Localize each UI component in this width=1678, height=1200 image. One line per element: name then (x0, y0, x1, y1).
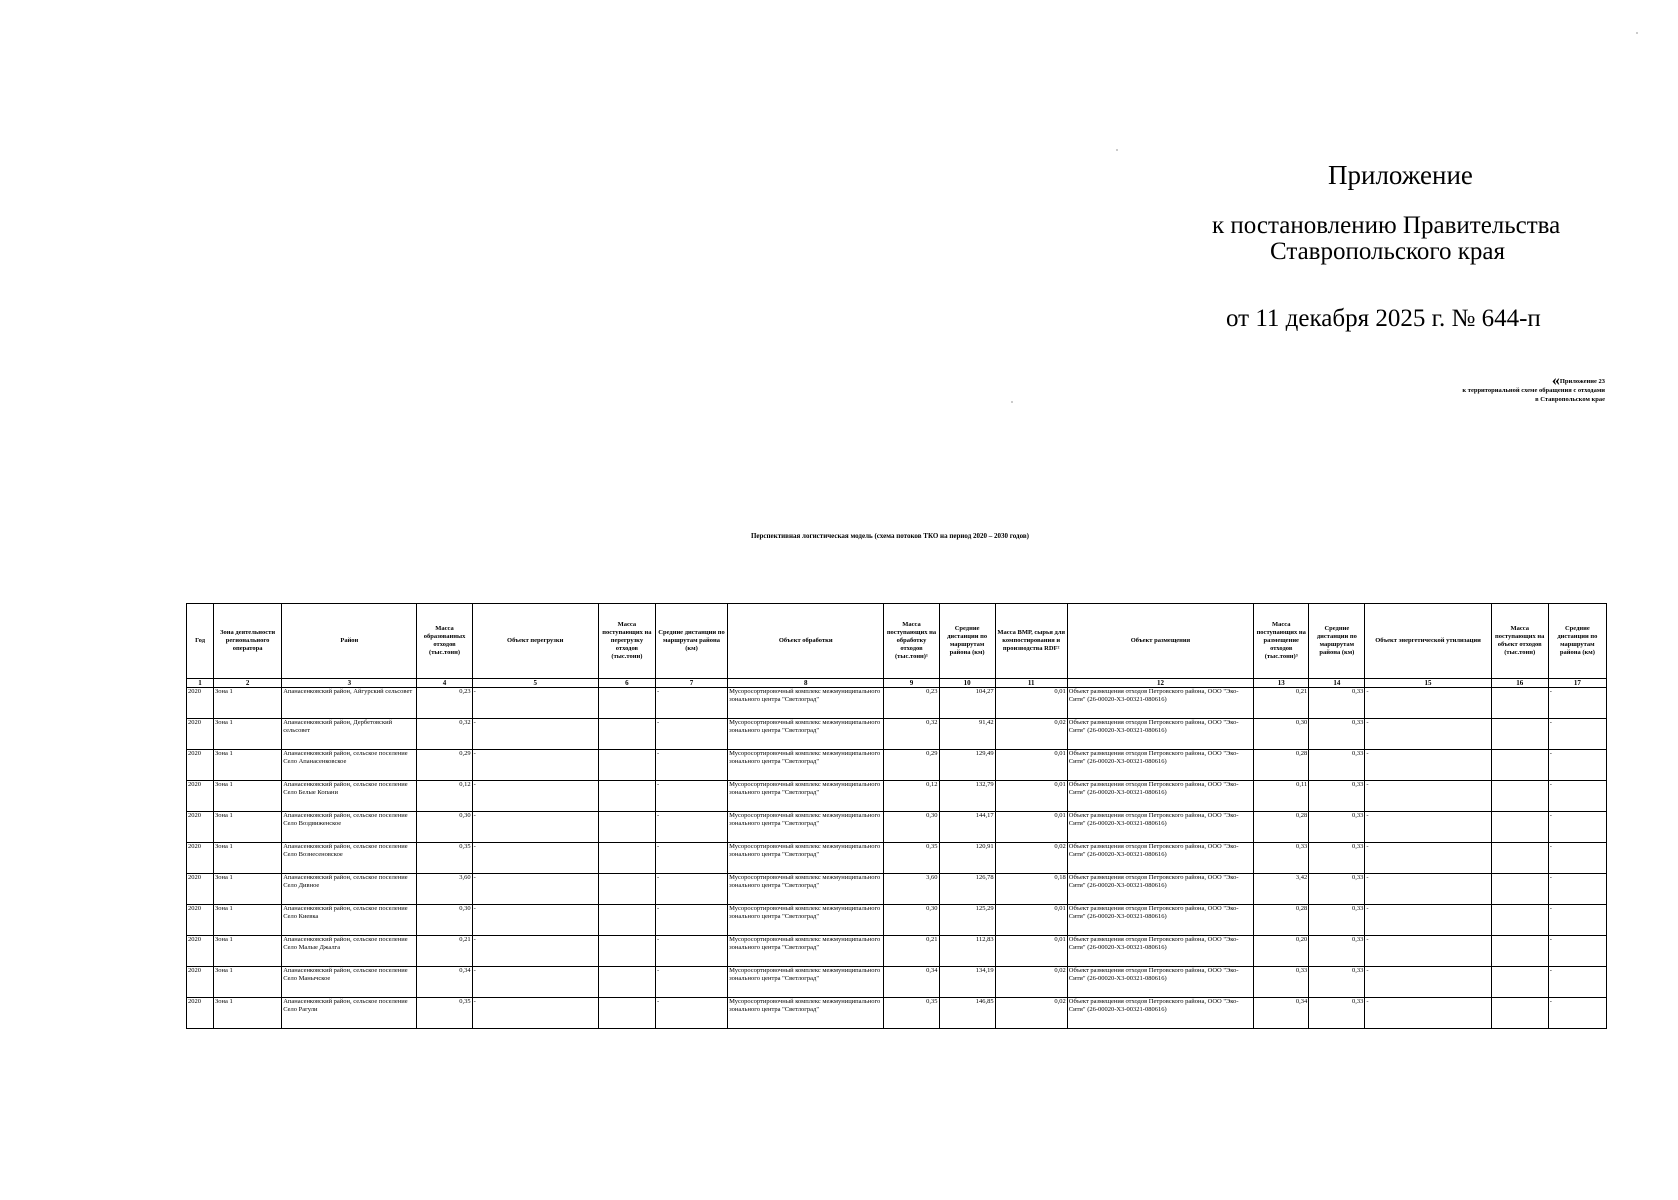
table-cell: 0,32 (884, 719, 939, 750)
table-cell: Апанасенковский район, сельское поселение Село Манычское (282, 967, 417, 998)
table-cell: - (472, 905, 598, 936)
table-cell: Мусоросортировочный комплекс межмуниципального зонального центра "Светлоград" (728, 843, 884, 874)
table-cell: 2020 (187, 688, 214, 719)
table-cell: 0,35 (884, 843, 939, 874)
table-cell: 0,02 (995, 967, 1067, 998)
table-cell: Зона 1 (214, 967, 282, 998)
table-cell: - (655, 688, 727, 719)
table-cell: - (655, 781, 727, 812)
column-header: Район (282, 604, 417, 679)
table-cell: 0,01 (995, 688, 1067, 719)
table-row (187, 967, 1607, 998)
table-cell: Зона 1 (214, 874, 282, 905)
table-cell: 0,33 (1309, 967, 1365, 998)
table-cell (598, 874, 655, 905)
table-cell: - (472, 688, 598, 719)
table-cell (1491, 967, 1548, 998)
table-cell (598, 688, 655, 719)
table-cell (1491, 781, 1548, 812)
table-cell: - (472, 967, 598, 998)
table-row (187, 688, 1607, 719)
table-cell: 2020 (187, 750, 214, 781)
column-number: 16 (1491, 679, 1548, 688)
table-cell: 0,34 (884, 967, 939, 998)
table-cell: - (1365, 936, 1491, 967)
column-header: Масса поступающих на обработку отходов (тыс.тонн)¹ (884, 604, 939, 679)
column-header: Средние дистанции по маршрутам района (км) (655, 604, 727, 679)
table-cell (598, 719, 655, 750)
table-cell: 0,28 (1254, 905, 1309, 936)
table-cell: Объект размещения отходов Петровского района, ООО "Эко-Сити" (26-00020-Х3-00321-080616) (1067, 843, 1253, 874)
table-cell: - (472, 998, 598, 1029)
table-cell: - (1548, 719, 1606, 750)
table-cell: Мусоросортировочный комплекс межмуниципального зонального центра "Светлоград" (728, 905, 884, 936)
table-cell: Апанасенковский район, Айгурский сельсовет (282, 688, 417, 719)
table-cell: 104,27 (939, 688, 995, 719)
table-cell: Апанасенковский район, сельское поселение Село Воздвиженское (282, 812, 417, 843)
table-cell: 0,33 (1309, 843, 1365, 874)
table-cell: Мусоросортировочный комплекс межмуниципального зонального центра "Светлоград" (728, 719, 884, 750)
table-cell: 0,29 (417, 750, 472, 781)
column-header: Зона деятельности регионального оператора (214, 604, 282, 679)
table-cell: 2020 (187, 812, 214, 843)
table-cell: 0,33 (1309, 905, 1365, 936)
table-cell: 2020 (187, 905, 214, 936)
column-number: 4 (417, 679, 472, 688)
table-cell: Зона 1 (214, 843, 282, 874)
resolution-line-1: к постановлению Правительства (1212, 212, 1561, 239)
scan-speck (1116, 149, 1118, 151)
table-cell: - (1548, 688, 1606, 719)
table-cell: - (1548, 874, 1606, 905)
table-cell: - (655, 998, 727, 1029)
table-cell: 144,17 (939, 812, 995, 843)
table-cell: 0,33 (1309, 719, 1365, 750)
table-cell: - (655, 967, 727, 998)
table-cell: 0,30 (1254, 719, 1309, 750)
table-cell: Апанасенковский район, Дербетовский сельсовет (282, 719, 417, 750)
table-cell: Мусоросортировочный комплекс межмуниципального зонального центра "Светлоград" (728, 750, 884, 781)
table-cell: 132,79 (939, 781, 995, 812)
table-cell: 0,29 (884, 750, 939, 781)
table-row (187, 719, 1607, 750)
table-header-row (187, 604, 1607, 679)
table-cell: - (655, 936, 727, 967)
table-cell: 0,33 (1309, 812, 1365, 843)
table-cell: - (1548, 812, 1606, 843)
table-cell: - (472, 874, 598, 905)
column-number: 12 (1067, 679, 1253, 688)
table-cell: 0,35 (884, 998, 939, 1029)
table-cell: Объект размещения отходов Петровского района, ООО "Эко-Сити" (26-00020-Х3-00321-080616) (1067, 812, 1253, 843)
table-cell: - (655, 719, 727, 750)
table-cell: 0,35 (417, 998, 472, 1029)
table-cell: 0,28 (1254, 750, 1309, 781)
table-cell: Мусоросортировочный комплекс межмуниципального зонального центра "Светлоград" (728, 967, 884, 998)
table-cell (1491, 905, 1548, 936)
appendix-ref-line-2: к территориальной схеме обращения с отходами (1462, 387, 1605, 394)
table-cell: 0,02 (995, 719, 1067, 750)
table-cell: - (1548, 967, 1606, 998)
table-cell: 0,23 (884, 688, 939, 719)
table-cell: 0,21 (884, 936, 939, 967)
table-cell: 0,32 (417, 719, 472, 750)
table-cell: Зона 1 (214, 688, 282, 719)
table-row (187, 781, 1607, 812)
column-header: Средние дистанции по маршрутам района (км) (1309, 604, 1365, 679)
column-number: 9 (884, 679, 939, 688)
table-cell (598, 905, 655, 936)
table-cell: - (1365, 688, 1491, 719)
table-cell: 0,33 (1309, 874, 1365, 905)
table-cell: 0,23 (417, 688, 472, 719)
column-header: Масса поступающих на перегрузку отходов (тыс.тонн) (598, 604, 655, 679)
appendix-ref-line-1: Приложение 23 (1559, 378, 1605, 385)
table-cell: - (655, 750, 727, 781)
table-cell: 0,12 (884, 781, 939, 812)
table-cell: Мусоросортировочный комплекс межмуниципального зонального центра "Светлоград" (728, 936, 884, 967)
table-cell (1491, 874, 1548, 905)
table-cell: Объект размещения отходов Петровского района, ООО "Эко-Сити" (26-00020-Х3-00321-080616) (1067, 688, 1253, 719)
table-cell: 0,33 (1254, 843, 1309, 874)
table-cell: 146,85 (939, 998, 995, 1029)
table-cell: 0,30 (417, 812, 472, 843)
table-cell: Зона 1 (214, 781, 282, 812)
table-cell: 2020 (187, 874, 214, 905)
table-cell: - (1548, 936, 1606, 967)
table-row (187, 998, 1607, 1029)
table-cell: Объект размещения отходов Петровского района, ООО "Эко-Сити" (26-00020-Х3-00321-080616) (1067, 905, 1253, 936)
column-number: 14 (1309, 679, 1365, 688)
table-cell: Зона 1 (214, 998, 282, 1029)
table-cell: Апанасенковский район, сельское поселение Село Малые Джалга (282, 936, 417, 967)
table-cell: - (1548, 998, 1606, 1029)
column-number: 6 (598, 679, 655, 688)
table-cell: 2020 (187, 998, 214, 1029)
table-cell: 0,11 (1254, 781, 1309, 812)
table-cell: 2020 (187, 719, 214, 750)
table-cell: 0,33 (1309, 936, 1365, 967)
table-cell: - (1365, 781, 1491, 812)
column-number: 3 (282, 679, 417, 688)
table-cell: Апанасенковский район, сельское поселение Село Киевка (282, 905, 417, 936)
appendix-title: Приложение (1328, 160, 1473, 190)
table-cell (1491, 719, 1548, 750)
table-cell: 134,19 (939, 967, 995, 998)
table-cell (598, 750, 655, 781)
column-number: 5 (472, 679, 598, 688)
table-cell (598, 936, 655, 967)
table-cell (1491, 812, 1548, 843)
table-cell (1491, 750, 1548, 781)
resolution-line-2: Ставропольского края (1270, 238, 1505, 265)
column-number: 8 (728, 679, 884, 688)
table-cell: 0,33 (1309, 781, 1365, 812)
table-cell: Зона 1 (214, 936, 282, 967)
table-cell: 0,18 (995, 874, 1067, 905)
table-cell: Апанасенковский район, сельское поселение Село Вознесеновское (282, 843, 417, 874)
appendix-reference (1405, 372, 1605, 404)
table-cell: - (1365, 812, 1491, 843)
table-cell: Объект размещения отходов Петровского района, ООО "Эко-Сити" (26-00020-Х3-00321-080616) (1067, 998, 1253, 1029)
table-cell: Зона 1 (214, 750, 282, 781)
table-cell: 0,01 (995, 812, 1067, 843)
column-header: Объект обработки (728, 604, 884, 679)
column-number: 7 (655, 679, 727, 688)
column-number: 11 (995, 679, 1067, 688)
column-header: Масса образованных отходов (тыс.тонн) (417, 604, 472, 679)
opening-quote: « (1551, 372, 1560, 389)
table-cell: 112,83 (939, 936, 995, 967)
table-cell: - (472, 781, 598, 812)
table-cell: - (1365, 905, 1491, 936)
table-cell: 0,33 (1309, 688, 1365, 719)
table-cell: 0,30 (417, 905, 472, 936)
table-cell: Объект размещения отходов Петровского района, ООО "Эко-Сити" (26-00020-Х3-00321-080616) (1067, 781, 1253, 812)
scan-speck (1636, 32, 1638, 34)
table-cell (1491, 688, 1548, 719)
table-cell: 2020 (187, 843, 214, 874)
table-cell (598, 812, 655, 843)
appendix-ref-line-3: в Ставропольском крае (1535, 396, 1605, 403)
table-cell: Мусоросортировочный комплекс межмуниципального зонального центра "Светлоград" (728, 874, 884, 905)
table-cell: Апанасенковский район, сельское поселение Село Дивное (282, 874, 417, 905)
table-cell: Мусоросортировочный комплекс межмуниципального зонального центра "Светлоград" (728, 812, 884, 843)
table-cell: Мусоросортировочный комплекс межмуниципального зонального центра "Светлоград" (728, 998, 884, 1029)
column-header: Год (187, 604, 214, 679)
column-number: 15 (1365, 679, 1491, 688)
table-cell: 3,60 (884, 874, 939, 905)
column-number-row (187, 679, 1607, 688)
table-cell: 0,30 (884, 812, 939, 843)
table-cell: - (472, 750, 598, 781)
table-cell (1491, 936, 1548, 967)
table-cell: 0,01 (995, 781, 1067, 812)
table-cell: - (1548, 750, 1606, 781)
column-header: Объект энергетической утилизации (1365, 604, 1491, 679)
table-cell: - (1365, 750, 1491, 781)
table-cell: Объект размещения отходов Петровского района, ООО "Эко-Сити" (26-00020-Х3-00321-080616) (1067, 967, 1253, 998)
table-cell: 126,78 (939, 874, 995, 905)
table-cell: Объект размещения отходов Петровского района, ООО "Эко-Сити" (26-00020-Х3-00321-080616) (1067, 874, 1253, 905)
table-cell: Апанасенковский район, сельское поселение Село Рагули (282, 998, 417, 1029)
table-cell: - (655, 874, 727, 905)
table-cell (598, 967, 655, 998)
logistics-table (186, 603, 1607, 1029)
table-cell: Апанасенковский район, сельское поселение Село Белые Копани (282, 781, 417, 812)
table-cell: - (1365, 719, 1491, 750)
table-cell: Зона 1 (214, 719, 282, 750)
table-cell (598, 998, 655, 1029)
column-header: Масса поступающих на объект отходов (тыс.тонн) (1491, 604, 1548, 679)
table-cell (598, 843, 655, 874)
table-cell: Зона 1 (214, 905, 282, 936)
table-cell: Зона 1 (214, 812, 282, 843)
table-cell: 3,60 (417, 874, 472, 905)
table-row (187, 905, 1607, 936)
table-cell: 0,02 (995, 998, 1067, 1029)
table-cell: 0,30 (884, 905, 939, 936)
table-cell: - (1365, 843, 1491, 874)
scan-speck (1011, 401, 1013, 403)
table-cell: 0,28 (1254, 812, 1309, 843)
table-cell: 0,33 (1309, 998, 1365, 1029)
table-cell: - (655, 905, 727, 936)
table-cell: Мусоросортировочный комплекс межмуниципального зонального центра "Светлоград" (728, 781, 884, 812)
table-cell: 0,33 (1309, 750, 1365, 781)
column-number: 2 (214, 679, 282, 688)
table-cell: 0,12 (417, 781, 472, 812)
column-number: 1 (187, 679, 214, 688)
table-cell: 125,29 (939, 905, 995, 936)
table-cell: 0,34 (417, 967, 472, 998)
table-body (187, 688, 1607, 1029)
table-row (187, 750, 1607, 781)
table-cell: Мусоросортировочный комплекс межмуниципального зонального центра "Светлоград" (728, 688, 884, 719)
table-cell: 0,21 (417, 936, 472, 967)
table-row (187, 936, 1607, 967)
table-row (187, 874, 1607, 905)
table-cell: - (1548, 781, 1606, 812)
table-cell: - (1365, 998, 1491, 1029)
table-cell: 129,49 (939, 750, 995, 781)
column-header: Средние дистанции по маршрутам района (км) (939, 604, 995, 679)
table-cell: - (655, 843, 727, 874)
table-cell: 0,20 (1254, 936, 1309, 967)
table-cell (1491, 843, 1548, 874)
table-cell: - (655, 812, 727, 843)
table-cell: Объект размещения отходов Петровского района, ООО "Эко-Сити" (26-00020-Х3-00321-080616) (1067, 719, 1253, 750)
table-cell: - (472, 936, 598, 967)
table-cell: - (1548, 905, 1606, 936)
table-cell: 0,33 (1254, 967, 1309, 998)
table-cell: 120,91 (939, 843, 995, 874)
column-number: 17 (1548, 679, 1606, 688)
table-cell: 0,01 (995, 936, 1067, 967)
table-cell: 2020 (187, 781, 214, 812)
table-row (187, 812, 1607, 843)
table-cell (1491, 998, 1548, 1029)
column-header: Масса ВМР, сырья для компостирования и производства RDF² (995, 604, 1067, 679)
table-row (187, 843, 1607, 874)
table-cell: 0,21 (1254, 688, 1309, 719)
table-cell: 0,35 (417, 843, 472, 874)
table-cell: Апанасенковский район, сельское поселение Село Апанасенковское (282, 750, 417, 781)
table-cell: Объект размещения отходов Петровского района, ООО "Эко-Сити" (26-00020-Х3-00321-080616) (1067, 936, 1253, 967)
table-cell: - (1365, 874, 1491, 905)
table-caption: Перспективная логистическая модель (схема потоков ТКО на период 2020 – 2030 годов) (750, 532, 1030, 540)
table-cell: 2020 (187, 936, 214, 967)
column-header: Объект размещения (1067, 604, 1253, 679)
table-cell: 0,34 (1254, 998, 1309, 1029)
table-cell: - (1365, 967, 1491, 998)
table-cell: 0,02 (995, 843, 1067, 874)
table-cell: 91,42 (939, 719, 995, 750)
column-header: Средние дистанции по маршрутам района (км) (1548, 604, 1606, 679)
column-number: 13 (1254, 679, 1309, 688)
table-cell: - (1548, 843, 1606, 874)
column-number: 10 (939, 679, 995, 688)
table-cell: 0,01 (995, 750, 1067, 781)
table-cell: 0,01 (995, 905, 1067, 936)
table-cell: 3,42 (1254, 874, 1309, 905)
table-cell: Объект размещения отходов Петровского района, ООО "Эко-Сити" (26-00020-Х3-00321-080616) (1067, 750, 1253, 781)
table-cell (598, 781, 655, 812)
column-header: Масса поступающих на размещение отходов (тыс.тонн)³ (1254, 604, 1309, 679)
table-cell: - (472, 812, 598, 843)
column-header: Объект перегрузки (472, 604, 598, 679)
table-cell: 2020 (187, 967, 214, 998)
table-cell: - (472, 719, 598, 750)
resolution-date: от 11 декабря 2025 г. № 644-п (1226, 305, 1541, 332)
table-cell: - (472, 843, 598, 874)
